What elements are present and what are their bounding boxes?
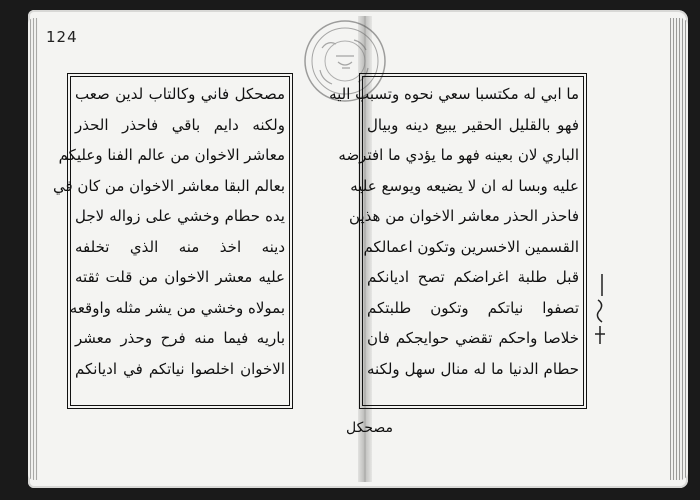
right-line-2: فهو بالقليل الحقير يبيع دينه وبيال [367, 115, 579, 134]
left-line-4: بعالم البقا معاشر الاخوان من كان في [52, 176, 285, 195]
left-line-2: ولكنه دايم باقي فاحذر الحذر [75, 115, 285, 134]
left-line-3: معاشر الاخوان من عالم الفنا وعليكم [58, 146, 285, 164]
left-line-6: دينه اخذ منه الذي تخلفه [75, 237, 285, 256]
left-line-10: الاخوان اخلصوا نياتكم في اديانكم [75, 359, 285, 378]
right-line-9: خلاصا واحكم تقضي حوايجكم فان [367, 329, 579, 347]
left-line-9: باريه فيما منه فرح وحذر معشر [75, 329, 285, 347]
folio-number: 124 [46, 28, 78, 46]
right-page-text-block [329, 76, 584, 406]
left-page-edges [28, 18, 38, 480]
right-line-5: فاحذر الحذر معاشر الاخوان من هذين [349, 207, 579, 225]
left-line-8: بمولاه وخشي من يشر مثله واوقعه [69, 298, 285, 317]
left-line-1: مصحكل فاني وكالتاب لدين صعب [75, 85, 285, 103]
marginal-annotation-icon [590, 270, 612, 350]
right-line-7: قبل طلبة اغراضكم تصح اديانكم [367, 268, 579, 286]
left-page-text-block [52, 76, 290, 406]
left-line-5: يده حطام وخشي على زواله لاجل [75, 207, 285, 225]
right-line-4: عليه وبسا له ان لا يضيعه ويوسع عليه [350, 176, 579, 195]
right-line-8: تصفوا نياتكم وتكون طلبتكم [367, 298, 579, 317]
left-line-7: عليه معشر الاخوان من قلت ثقته [75, 268, 285, 286]
right-line-10: حطام الدنيا ما له منال سهل ولكنه [367, 359, 579, 378]
right-line-1: ما ابي له مكتسبا سعي نحوه وتسبب اليه [329, 85, 579, 103]
right-page-edges [670, 18, 688, 480]
catchword: مصحكل [346, 420, 394, 436]
right-line-3: الباري لان بعينه فهو ما يؤدي ما افترضه [338, 146, 579, 164]
right-line-6: القسمين الاخسرين وتكون اعمالكم [363, 237, 579, 256]
